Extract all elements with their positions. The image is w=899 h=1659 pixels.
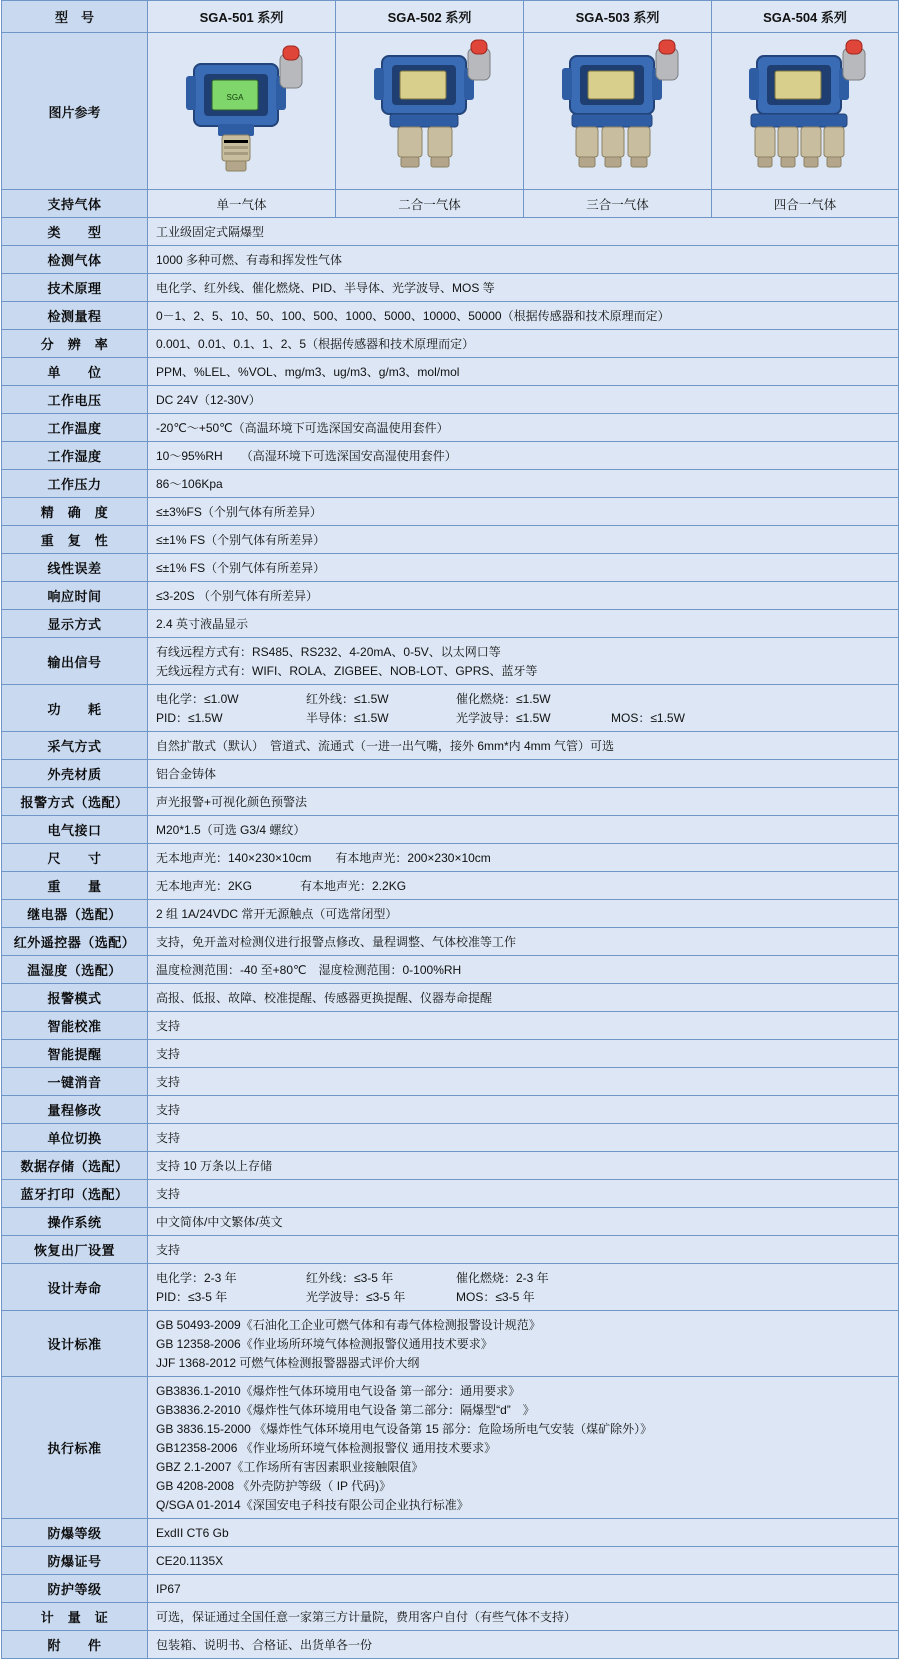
power-catalytic: 催化燃烧：≤1.5W bbox=[456, 692, 551, 706]
table-row bbox=[2, 1575, 899, 1603]
row-label: 智能提醒 bbox=[2, 1040, 148, 1068]
lifespan-pid: PID：≤3-5 年 bbox=[156, 1290, 228, 1304]
row-label-design-standard: 设计标准 bbox=[2, 1311, 148, 1377]
row-value: ≤±1% FS（个别气体有所差异） bbox=[148, 526, 899, 554]
spec-table bbox=[1, 0, 899, 1659]
row-value: 铝合金铸体 bbox=[148, 760, 899, 788]
row-value: 高报、低报、故障、校准提醒、传感器更换提醒、仪器寿命提醒 bbox=[148, 984, 899, 1012]
row-label: 单位切换 bbox=[2, 1124, 148, 1152]
power-line-2 bbox=[156, 708, 890, 727]
row-label: 工作温度 bbox=[2, 414, 148, 442]
row-value: 支持 bbox=[148, 1236, 899, 1264]
row-value: 支持 10 万条以上存储 bbox=[148, 1152, 899, 1180]
row-value: 支持 bbox=[148, 1040, 899, 1068]
row-value: ≤3-20S （个别气体有所差异） bbox=[148, 582, 899, 610]
device-image-501 bbox=[148, 33, 336, 190]
row-value: 2.4 英寸液晶显示 bbox=[148, 610, 899, 638]
device-image-502 bbox=[336, 33, 524, 190]
lifespan-optical: 光学波导：≤3-5 年 bbox=[306, 1290, 406, 1304]
row-value: ≤±3%FS（个别气体有所差异） bbox=[148, 498, 899, 526]
row-value: DC 24V（12-30V） bbox=[148, 386, 899, 414]
table-row-output-signal bbox=[2, 638, 899, 685]
power-line-1 bbox=[156, 689, 890, 708]
exec-standard-line: GB12358-2006 《作业场所环境气体检测报警仪 通用技术要求》 bbox=[156, 1441, 497, 1455]
lifespan-line-1 bbox=[156, 1268, 890, 1287]
row-label: 技术原理 bbox=[2, 274, 148, 302]
power-mos: MOS：≤1.5W bbox=[611, 711, 685, 725]
table-row bbox=[2, 1096, 899, 1124]
row-label-lifespan: 设计寿命 bbox=[2, 1264, 148, 1311]
table-row-images bbox=[2, 33, 899, 190]
row-value: 声光报警+可视化颜色预警法 bbox=[148, 788, 899, 816]
table-row-exec-standard bbox=[2, 1377, 899, 1519]
row-value: 10～95%RH （高湿环境下可选深国安高湿使用套件） bbox=[148, 442, 899, 470]
table-row bbox=[2, 386, 899, 414]
table-row bbox=[2, 1547, 899, 1575]
row-label: 恢复出厂设置 bbox=[2, 1236, 148, 1264]
row-label: 报警方式（选配） bbox=[2, 788, 148, 816]
lifespan-infrared: 红外线：≤3-5 年 bbox=[306, 1271, 394, 1285]
gas-support-502: 二合一气体 bbox=[336, 190, 524, 218]
row-label: 单 位 bbox=[2, 358, 148, 386]
row-label: 温湿度（选配） bbox=[2, 956, 148, 984]
row-value: IP67 bbox=[148, 1575, 899, 1603]
table-row bbox=[2, 1012, 899, 1040]
model-504: SGA-504 系列 bbox=[712, 1, 899, 33]
table-row bbox=[2, 1603, 899, 1631]
table-row bbox=[2, 1519, 899, 1547]
output-signal-wireless: 无线远程方式有：WIFI、ROLA、ZIGBEE、NOB-LOT、GPRS、蓝牙等 bbox=[156, 664, 538, 678]
row-value-exec-standard bbox=[148, 1377, 899, 1519]
table-row bbox=[2, 414, 899, 442]
row-value: 自然扩散式（默认） 管道式、流通式（一进一出气嘴，接外 6mm*内 4mm 气管）可选 bbox=[148, 732, 899, 760]
gas-detector-illustration bbox=[150, 36, 333, 184]
row-label: 工作压力 bbox=[2, 470, 148, 498]
row-label-output-signal: 输出信号 bbox=[2, 638, 148, 685]
table-row bbox=[2, 1068, 899, 1096]
row-label: 精 确 度 bbox=[2, 498, 148, 526]
row-label-power: 功 耗 bbox=[2, 685, 148, 732]
table-row bbox=[2, 610, 899, 638]
lifespan-catalytic: 催化燃烧：2-3 年 bbox=[456, 1271, 549, 1285]
table-row bbox=[2, 760, 899, 788]
row-value: 1000 多种可燃、有毒和挥发性气体 bbox=[148, 246, 899, 274]
gas-support-503: 三合一气体 bbox=[524, 190, 712, 218]
table-row bbox=[2, 956, 899, 984]
table-row bbox=[2, 1180, 899, 1208]
row-label: 响应时间 bbox=[2, 582, 148, 610]
row-value: 支持，免开盖对检测仪进行报警点修改、量程调整、气体校准等工作 bbox=[148, 928, 899, 956]
row-label: 一键消音 bbox=[2, 1068, 148, 1096]
table-row bbox=[2, 302, 899, 330]
row-value: 无本地声光：140×230×10cm 有本地声光：200×230×10cm bbox=[148, 844, 899, 872]
gas-support-501: 单一气体 bbox=[148, 190, 336, 218]
row-label: 显示方式 bbox=[2, 610, 148, 638]
row-label: 重 复 性 bbox=[2, 526, 148, 554]
model-501: SGA-501 系列 bbox=[148, 1, 336, 33]
row-label: 工作电压 bbox=[2, 386, 148, 414]
exec-standard-line: GB3836.1-2010《爆炸性气体环境用电气设备 第一部分：通用要求》 bbox=[156, 1384, 521, 1398]
table-row-power bbox=[2, 685, 899, 732]
output-signal-wired: 有线远程方式有：RS485、RS232、4-20mA、0-5V、以太网口等 bbox=[156, 645, 501, 659]
row-label: 检测量程 bbox=[2, 302, 148, 330]
power-optical: 光学波导：≤1.5W bbox=[456, 711, 551, 725]
row-value: CE20.1135X bbox=[148, 1547, 899, 1575]
row-value: 支持 bbox=[148, 1180, 899, 1208]
row-value: 0－1、2、5、10、50、100、500、1000、5000、10000、50000（根据传感器和技术原理而定） bbox=[148, 302, 899, 330]
row-value: 支持 bbox=[148, 1068, 899, 1096]
row-value: 温度检测范围：-40 至+80℃ 湿度检测范围：0-100%RH bbox=[148, 956, 899, 984]
row-value: PPM、%LEL、%VOL、mg/m3、ug/m3、g/m3、mol/mol bbox=[148, 358, 899, 386]
device-image-503 bbox=[524, 33, 712, 190]
row-value: 可选，保证通过全国任意一家第三方计量院，费用客户自付（有些气体不支持） bbox=[148, 1603, 899, 1631]
table-row bbox=[2, 816, 899, 844]
model-503: SGA-503 系列 bbox=[524, 1, 712, 33]
exec-standard-line: GB3836.2-2010《爆炸性气体环境用电气设备 第二部分：隔爆型“d” 》 bbox=[156, 1403, 535, 1417]
table-row bbox=[2, 984, 899, 1012]
table-row bbox=[2, 498, 899, 526]
row-value: 2 组 1A/24VDC 常开无源触点（可选常闭型） bbox=[148, 900, 899, 928]
table-row bbox=[2, 732, 899, 760]
table-row bbox=[2, 470, 899, 498]
row-value-lifespan bbox=[148, 1264, 899, 1311]
row-label: 采气方式 bbox=[2, 732, 148, 760]
row-value: 支持 bbox=[148, 1012, 899, 1040]
power-electrochemical: 电化学：≤1.0W bbox=[156, 692, 239, 706]
device-image-504 bbox=[712, 33, 899, 190]
row-label: 线性误差 bbox=[2, 554, 148, 582]
table-row bbox=[2, 582, 899, 610]
row-value: 0.001、0.01、0.1、1、2、5（根据传感器和技术原理而定） bbox=[148, 330, 899, 358]
gas-detector-illustration bbox=[526, 36, 709, 184]
design-standard-line: JJF 1368-2012 可燃气体检测报警器器式评价大纲 bbox=[156, 1356, 420, 1370]
row-label: 操作系统 bbox=[2, 1208, 148, 1236]
row-label: 分 辨 率 bbox=[2, 330, 148, 358]
row-value: 电化学、红外线、催化燃烧、PID、半导体、光学波导、MOS 等 bbox=[148, 274, 899, 302]
gas-support-504: 四合一气体 bbox=[712, 190, 899, 218]
table-row bbox=[2, 928, 899, 956]
row-label: 继电器（选配） bbox=[2, 900, 148, 928]
power-infrared: 红外线：≤1.5W bbox=[306, 692, 389, 706]
table-row bbox=[2, 788, 899, 816]
row-label: 计 量 证 bbox=[2, 1603, 148, 1631]
row-label: 电气接口 bbox=[2, 816, 148, 844]
row-label: 附 件 bbox=[2, 1631, 148, 1659]
table-row bbox=[2, 1208, 899, 1236]
row-label: 重 量 bbox=[2, 872, 148, 900]
exec-standard-line: GBZ 2.1-2007《工作场所有害因素职业接触限值》 bbox=[156, 1460, 424, 1474]
row-label: 数据存储（选配） bbox=[2, 1152, 148, 1180]
row-label-model: 型 号 bbox=[2, 1, 148, 33]
row-value-power bbox=[148, 685, 899, 732]
row-value: 中文简体/中文繁体/英文 bbox=[148, 1208, 899, 1236]
row-label: 外壳材质 bbox=[2, 760, 148, 788]
row-label: 防爆等级 bbox=[2, 1519, 148, 1547]
row-label-gas-support: 支持气体 bbox=[2, 190, 148, 218]
table-row-gas-support bbox=[2, 190, 899, 218]
svg-text:SGA: SGA bbox=[226, 92, 243, 102]
table-row-model bbox=[2, 1, 899, 33]
power-semiconductor: 半导体：≤1.5W bbox=[306, 711, 389, 725]
row-label: 报警模式 bbox=[2, 984, 148, 1012]
table-row bbox=[2, 218, 899, 246]
gas-detector-illustration bbox=[338, 36, 521, 184]
row-value: -20℃～+50℃（高温环境下可选深国安高温使用套件） bbox=[148, 414, 899, 442]
table-row bbox=[2, 274, 899, 302]
row-value: ExdII CT6 Gb bbox=[148, 1519, 899, 1547]
table-row bbox=[2, 246, 899, 274]
gas-detector-illustration bbox=[714, 36, 896, 184]
row-label: 量程修改 bbox=[2, 1096, 148, 1124]
exec-standard-line: Q/SGA 01-2014《深国安电子科技有限公司企业执行标准》 bbox=[156, 1498, 469, 1512]
table-row bbox=[2, 442, 899, 470]
row-value: 86～106Kpa bbox=[148, 470, 899, 498]
row-label: 智能校准 bbox=[2, 1012, 148, 1040]
table-row-design-standard bbox=[2, 1311, 899, 1377]
table-row bbox=[2, 844, 899, 872]
row-value: 支持 bbox=[148, 1096, 899, 1124]
exec-standard-line: GB 3836.15-2000 《爆炸性气体环境用电气设备第 15 部分：危险场所电气安装（煤矿除外）》 bbox=[156, 1422, 653, 1436]
lifespan-mos: MOS：≤3-5 年 bbox=[456, 1290, 535, 1304]
table-row bbox=[2, 872, 899, 900]
row-label: 尺 寸 bbox=[2, 844, 148, 872]
row-value: 支持 bbox=[148, 1124, 899, 1152]
row-value-design-standard bbox=[148, 1311, 899, 1377]
lifespan-line-2 bbox=[156, 1287, 890, 1306]
table-row bbox=[2, 330, 899, 358]
design-standard-line: GB 12358-2006《作业场所环境气体检测报警仪通用技术要求》 bbox=[156, 1337, 493, 1351]
row-value: 包装箱、说明书、合格证、出货单各一份 bbox=[148, 1631, 899, 1659]
row-label: 检测气体 bbox=[2, 246, 148, 274]
table-row bbox=[2, 1631, 899, 1659]
row-value: ≤±1% FS（个别气体有所差异） bbox=[148, 554, 899, 582]
table-row bbox=[2, 1152, 899, 1180]
lifespan-electrochemical: 电化学：2-3 年 bbox=[156, 1271, 237, 1285]
row-label-image: 图片参考 bbox=[2, 33, 148, 190]
table-row bbox=[2, 358, 899, 386]
row-label: 类 型 bbox=[2, 218, 148, 246]
table-row bbox=[2, 900, 899, 928]
table-row-lifespan bbox=[2, 1264, 899, 1311]
row-label: 工作湿度 bbox=[2, 442, 148, 470]
design-standard-line: GB 50493-2009《石油化工企业可燃气体和有毒气体检测报警设计规范》 bbox=[156, 1318, 541, 1332]
table-row bbox=[2, 1040, 899, 1068]
row-value-output-signal bbox=[148, 638, 899, 685]
row-value: M20*1.5（可选 G3/4 螺纹） bbox=[148, 816, 899, 844]
table-row bbox=[2, 1236, 899, 1264]
table-row bbox=[2, 1124, 899, 1152]
model-502: SGA-502 系列 bbox=[336, 1, 524, 33]
row-label: 蓝牙打印（选配） bbox=[2, 1180, 148, 1208]
row-label-exec-standard: 执行标准 bbox=[2, 1377, 148, 1519]
table-row bbox=[2, 526, 899, 554]
row-value: 无本地声光：2KG 有本地声光：2.2KG bbox=[148, 872, 899, 900]
row-value: 工业级固定式隔爆型 bbox=[148, 218, 899, 246]
row-label: 红外遥控器（选配） bbox=[2, 928, 148, 956]
row-label: 防爆证号 bbox=[2, 1547, 148, 1575]
exec-standard-line: GB 4208-2008 《外壳防护等级（ IP 代码)》 bbox=[156, 1479, 392, 1493]
row-label: 防护等级 bbox=[2, 1575, 148, 1603]
table-row bbox=[2, 554, 899, 582]
power-pid: PID：≤1.5W bbox=[156, 711, 223, 725]
